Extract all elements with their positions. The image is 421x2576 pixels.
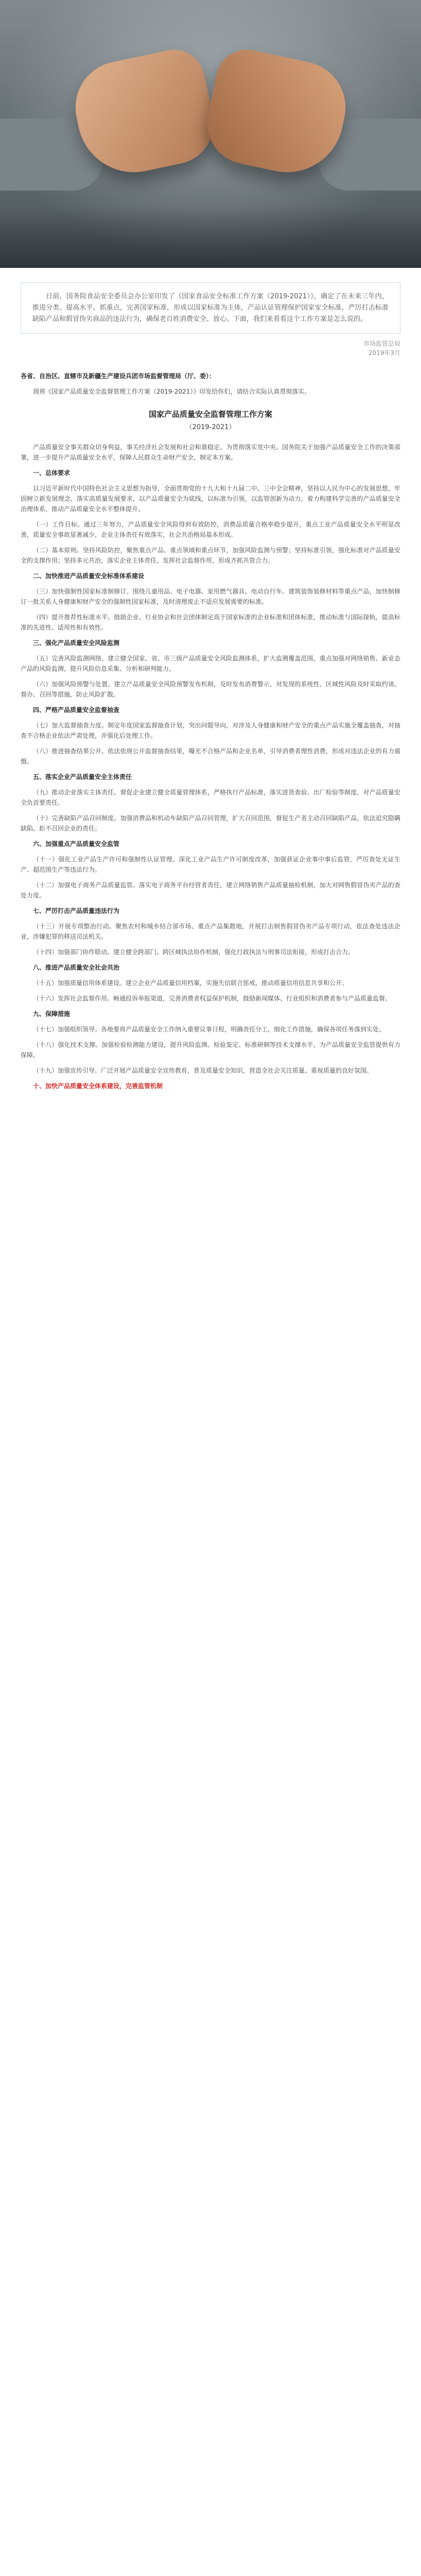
section-heading: 二、加快推进产品质量安全标准体系建设 [33, 572, 145, 580]
paragraph: （五）完善风险监测网络。建立健全国家、省、市三级产品质量安全风险监测体系，扩大监测覆盖范围，重点加强对网络销售、新业态产品的风险监测，提升风险信息采集、分析和研判能力。 [21, 655, 400, 672]
doc-title: 国家产品质量安全监督管理工作方案 [148, 410, 272, 419]
section-heading: 七、严厉打击产品质量违法行为 [33, 907, 120, 914]
section-heading: 六、加强重点产品质量安全监管 [33, 840, 120, 848]
section-heading: 三、强化产品质量安全风险监测 [33, 639, 120, 647]
red-heading: 十、加快产品质量安全体系建设，完善监管机制 [33, 1082, 163, 1090]
paragraph: （十五）加强质量信用体系建设。建立企业产品质量信用档案，实施失信联合惩戒，推动质量信用信息共享和公开。 [33, 979, 348, 987]
paragraph: （十六）发挥社会监督作用。畅通投诉举报渠道，完善消费者权益保护机制，鼓励新闻媒体、行业组织和消费者参与产品质量监督。 [33, 995, 392, 1002]
paragraph: （十）完善缺陷产品召回制度。加强消费品和机动车缺陷产品召回管理，扩大召回范围，督促生产者主动召回缺陷产品，依法追究隐瞒缺陷、拒不召回企业的责任。 [21, 815, 400, 832]
paragraph: （十二）加强电子商务产品质量监管。落实电子商务平台经营者责任，建立网络销售产品质量抽检机制，加大对网售假冒伪劣产品的查处力度。 [21, 882, 400, 899]
paragraph-list [21, 442, 400, 1076]
section-heading: 四、严格产品质量安全监督抽查 [33, 706, 120, 714]
paragraph: （十一）强化工业产品生产许可和强制性认证管理。深化工业产品生产许可制度改革，加强获证企业事中事后监管，严厉查处无证生产、超范围生产等违法行为。 [21, 856, 400, 873]
paragraph: （十八）强化技术支撑。加强检验检测能力建设，提升风险监测、检验鉴定、标准研制等技术支撑水平，为产品质量安全监管提供有力保障。 [21, 1041, 400, 1059]
source-line: 市场监管总局 2019年3月 [363, 340, 400, 357]
paragraph: （十七）加强组织领导。各地要将产品质量安全工作纳入重要议事日程，明确责任分工，细化工作措施，确保各项任务落到实处。 [33, 1026, 385, 1033]
paragraph: （八）推进抽查结果公开。依法依规公开监督抽查结果，曝光不合格产品和企业名单，引导消费者理性消费，形成对违法企业的有力震慑。 [21, 748, 400, 765]
paragraph: （六）加强风险预警与处置。建立产品质量安全风险预警发布机制，及时发布消费警示，对发现的系统性、区域性风险及时采取约谈、督办、召回等措施，防止风险扩散。 [21, 681, 400, 698]
intro-text: 日前，国务院食品安全委员会办公室印发了《国家食品安全标准工作方案（2019-2021）》，确定了在未来三年内，推进分类、提高水平、抓重点，完善国家标准，形成以国家标准为主体，产品认证管理保护国家安全标准，严厉打击标准缺陷产品和假冒伪劣商品的违法行为，确保老百姓消费安全、放心。下面，我们来看看这个工作方案是怎么说的。 [32, 293, 389, 323]
hero-ground [0, 206, 421, 268]
lead-title: 各省、自治区、直辖市及新疆生产建设兵团市场监督管理局（厅、委）： [21, 372, 216, 380]
paragraph: （二）基本原则。坚持风险防控，聚焦重点产品、重点领域和重点环节，加强风险监测与预警；坚持标准引领，强化标准对产品质量安全的支撑作用；坚持多元共治，落实企业主体责任，发挥社会监督作用，形成齐抓共管合力。 [21, 547, 400, 564]
intro-box [21, 282, 400, 334]
section-heading: 一、总体要求 [33, 469, 71, 477]
section-heading: 八、推进产品质量安全社会共治 [33, 964, 120, 971]
paragraph: （三）加快强制性国家标准制修订。围绕儿童用品、电子电器、家用燃气器具、电动自行车、建筑装饰装修材料等重点产品，加快制修订一批关系人身健康和财产安全的强制性国家标准，及时清理废止不适应发展需要的标准。 [21, 588, 400, 605]
section-heading: 九、保障措施 [33, 1010, 71, 1018]
doc-subtitle: （2019-2021） [185, 423, 236, 431]
paragraph: 以习近平新时代中国特色社会主义思想为指导，全面贯彻党的十九大和十九届二中、三中全会精神，坚持以人民为中心的发展思想，牢固树立新发展理念，落实高质量发展要求，以产品质量安全为底线，以标准为引领，以监管创新为动力，着力构建科学完善的产品质量安全治理体系，推动产品质量安全水平整体提升。 [21, 485, 400, 513]
paragraph: （十九）加强宣传引导。广泛开展产品质量安全宣传教育，普及质量安全知识，营造全社会关注质量、重视质量的良好氛围。 [33, 1067, 373, 1074]
paragraph: （四）提升推荐性标准水平。鼓励企业、行业协会和社会团体制定高于国家标准的企业标准和团体标准，推动标准与国际接轨，提高标准的先进性、适用性和有效性。 [21, 614, 400, 631]
article-body [21, 371, 400, 1091]
section-heading: 五、落实企业产品质量安全主体责任 [33, 773, 132, 781]
paragraph: （十四）加强部门协作联动。建立健全跨部门、跨区域执法协作机制，强化行政执法与刑事司法衔接，形成打击合力。 [33, 948, 355, 956]
hero-image [0, 0, 421, 268]
paragraph: （一）工作目标。通过三年努力，产品质量安全风险得到有效防控，消费品质量合格率稳步提升，重点工业产品质量安全水平明显改善，质量安全事故显著减少，企业主体责任有效落实，社会共治格局基本形成。 [21, 521, 400, 538]
paragraph: （十三）开展专项整治行动。聚焦农村和城乡结合部市场、重点产品集散地，开展打击制售假冒伪劣产品专项行动，依法查处违法企业，涉嫌犯罪的移送司法机关。 [21, 923, 400, 940]
lead-text: 现将《国家产品质量安全监督管理工作方案（2019-2021）》印发给你们，请结合实际认真贯彻落实。 [33, 388, 311, 395]
paragraph: （七）加大监督抽查力度。制定年度国家监督抽查计划，突出问题导向，对涉及人身健康和财产安全的重点产品实施全覆盖抽查，对抽查不合格企业依法严肃处理，并强化后处理工作。 [21, 722, 400, 739]
paragraph: （九）推动企业落实主体责任。督促企业建立健全质量管理体系，严格执行产品标准，落实进货查验、出厂检验等制度，对产品质量安全负首要责任。 [21, 789, 400, 806]
paragraph: 产品质量安全事关群众切身利益，事关经济社会发展和社会和谐稳定。为贯彻落实党中央、国务院关于加强产品质量安全工作的决策部署，进一步提升产品质量安全水平，保障人民群众生命财产安全，制定本方案。 [21, 444, 400, 461]
